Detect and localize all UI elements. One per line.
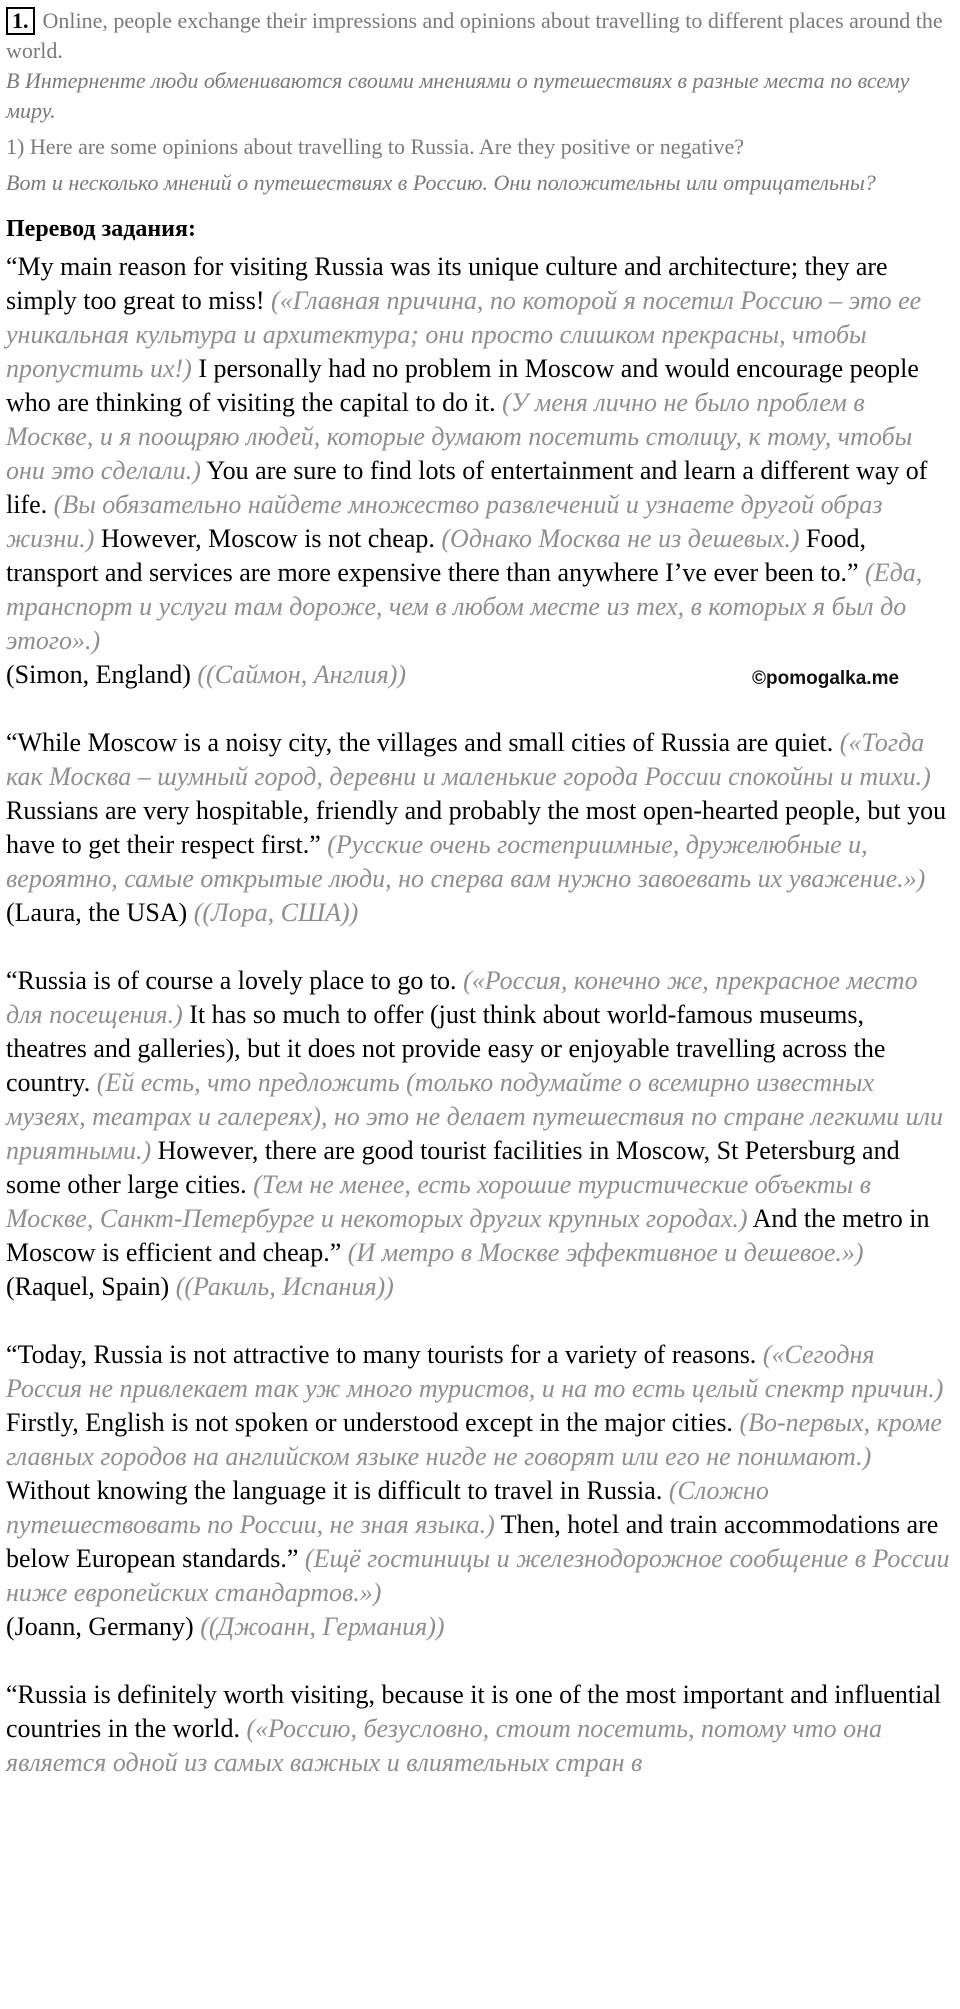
author-name: (Joann, Germany) <box>6 1612 201 1641</box>
translation-text: (У меня лично не было проблем в Москве, и я поощряю людей, которые думают посетить столицу, к тому, чтобы они это сделали.) <box>6 388 913 485</box>
opinion-paragraph <box>6 250 951 658</box>
original-text: I personally had no problem in Moscow and would encourage people who are thinking of visiting the capital to do it. <box>6 354 919 417</box>
translation-text: (И метро в Москве эффективное и дешевое.») <box>347 1238 864 1267</box>
author-name-ru: ((Ракиль, Испания)) <box>175 1272 394 1301</box>
translation-text: («Россия, конечно же, прекрасное место для посещения.) <box>6 966 918 1029</box>
task-number: 1. <box>6 7 35 35</box>
opinion-paragraph <box>6 964 951 1270</box>
translation-text: ((Лора, США)) <box>193 898 359 927</box>
translation-text: (Вы обязательно найдете множество развлечений и узнаете другой образ жизни.) <box>6 490 883 553</box>
opinion-paragraph <box>6 1338 951 1610</box>
original-text: “While Moscow is a noisy city, the villages and small cities of Russia are quiet. <box>6 728 840 757</box>
task-question-ru: Вот и несколько мнений о путешествиях в Россию. Они положительны или отрицательны? <box>6 170 876 195</box>
opinion-author <box>6 1610 956 1644</box>
task-question-en: 1) Here are some opinions about travelling to Russia. Are they positive or negative? <box>6 134 745 159</box>
task-instruction <box>6 6 956 66</box>
original-text: Russians are very hospitable, friendly and probably the most open-hearted people, but you have to get their respect first.” <box>6 796 947 859</box>
original-text: Firstly, English is not spoken or understood except in the major cities. <box>6 1408 740 1437</box>
section-title: Перевод задания: <box>6 216 196 242</box>
original-text: Without knowing the language it is difficult to travel in Russia. <box>6 1476 669 1505</box>
author-name-ru: ((Саймон, Англия)) <box>197 660 407 689</box>
opinion-paragraph <box>6 726 951 930</box>
opinion-author <box>6 658 956 692</box>
original-text: “Today, Russia is not attractive to many tourists for a variety of reasons. <box>6 1340 763 1369</box>
task-instruction-ru: В Интерненте люди обмениваются своими мнениями о путешествиях в разные места по всему миру. <box>6 68 910 123</box>
translation-text: («Тогда как Москва – шумный город, деревни и маленькие города России спокойны и тихи.) <box>6 728 931 791</box>
original-text: However, there are good tourist facilities in Moscow, St Petersburg and some other large cities. <box>6 1136 900 1199</box>
translation-text: (Ей есть, что предложить (только подумайте о всемирно известных музеях, театрах и галереях), но это не делает путешествия по стране легкими или приятными.) <box>6 1068 943 1165</box>
original-text: You are sure to find lots of entertainment and learn a different way of life. <box>6 456 928 519</box>
translation-text: (Во-первых, кроме главных городов на английском языке нигде не говорят или его не понимают.) <box>6 1408 942 1471</box>
original-text: “My main reason for visiting Russia was its unique culture and architecture; they are simply too great to miss! <box>6 252 888 315</box>
original-text: Food, transport and services are more expensive there than anywhere I’ve ever been to.” <box>6 524 866 587</box>
translation-text: (Однако Москва не из дешевых.) <box>441 524 800 553</box>
original-text: “Russia is of course a lovely place to go to. <box>6 966 464 995</box>
original-text: “Russia is definitely worth visiting, because it is one of the most important and influential countries in the world. <box>6 1680 942 1743</box>
translation-text: («Главная причина, по которой я посетил Россию – это ее уникальная культура и архитектура; они просто слишком прекрасны, чтобы пропустить их!) <box>6 286 922 383</box>
original-text: And the metro in Moscow is efficient and cheap.” <box>6 1204 930 1267</box>
author-name-ru: ((Джоанн, Германия)) <box>200 1612 445 1641</box>
author-name: (Simon, England) <box>6 660 198 689</box>
translation-text: (Тем не менее, есть хорошие туристические объекты в Москве, Санкт-Петербурге и некоторых других крупных городах.) <box>6 1170 871 1233</box>
original-text: (Laura, the USA) <box>6 898 194 927</box>
site-watermark: ©pomogalka.me <box>752 668 900 689</box>
translation-text: (Сложно путешествовать по России, не зная языка.) <box>6 1476 769 1539</box>
opinion-paragraph <box>6 1678 951 1780</box>
original-text: Then, hotel and train accommodations are below European standards.” <box>6 1510 939 1573</box>
author-name: (Raquel, Spain) <box>6 1272 176 1301</box>
document-page <box>6 6 956 1780</box>
translation-text: (Еда, транспорт и услуги там дороже, чем в любом месте из тех, в которых я был до этого».) <box>6 558 923 655</box>
translation-text: (Русские очень гостеприимные, дружелюбные и, вероятно, самые открытые люди, но сперва вам нужно завоевать их уважение.») <box>6 830 926 893</box>
translation-text: («Сегодня Россия не привлекает так уж много туристов, и на то есть целый спектр причин.) <box>6 1340 944 1403</box>
task-instruction-en: Online, people exchange their impressions and opinions about travelling to different places around the world. <box>6 8 943 63</box>
translation-text: («Россию, безусловно, стоит посетить, потому что она является одной из самых важных и влиятельных стран в <box>6 1714 882 1777</box>
original-text: It has so much to offer (just think about world-famous museums, theatres and galleries), but it does not provide easy or enjoyable travelling across the country. <box>6 1000 886 1097</box>
translation-text: (Ещё гостиницы и железнодорожное сообщение в России ниже европейских стандартов.») <box>6 1544 950 1607</box>
opinion-author <box>6 1270 956 1304</box>
original-text: However, Moscow is not cheap. <box>94 524 442 553</box>
opinions-list <box>6 250 956 1780</box>
